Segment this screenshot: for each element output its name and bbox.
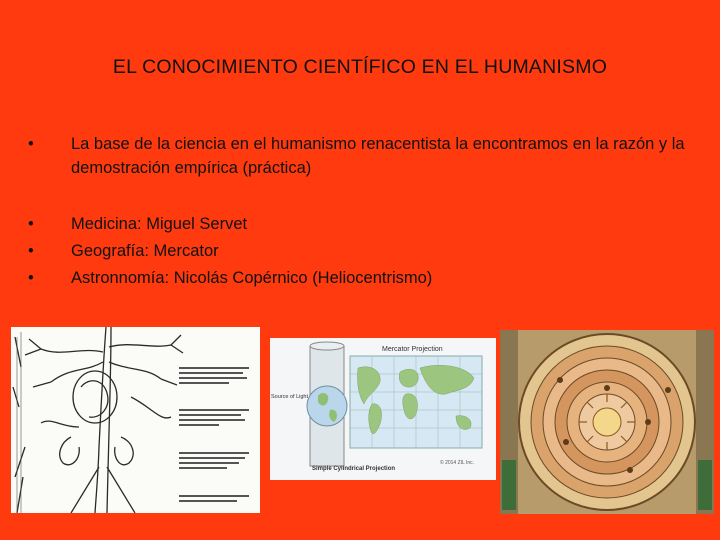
slide-title: EL CONOCIMIENTO CIENTÍFICO EN EL HUMANISMO (112, 56, 608, 78)
bullet-text: Astronnomía: Nicolás Copérnico (Heliocentrismo) (71, 269, 433, 287)
bullet-item (28, 266, 720, 290)
bullet-marker: • (28, 242, 34, 260)
copyright-text: © 2014 ZIL Inc. (440, 460, 475, 466)
bullet-text: Medicina: Miguel Servet (71, 215, 248, 233)
bullet-text: Geografía: Mercator (71, 242, 219, 260)
bullet-text: La base de la ciencia en el humanismo renacentista la encontramos en la razón y la demostración empírica (práctica) (71, 135, 685, 177)
bullet-item (28, 212, 720, 236)
bullet-marker: • (28, 269, 34, 287)
bullet-marker: • (28, 135, 34, 153)
cylindrical-label: Simple Cylindrical Projection (312, 466, 396, 472)
bullet-marker: • (28, 215, 34, 233)
map-projection-image (270, 338, 496, 480)
light-source-label: Source of Light (271, 394, 308, 400)
bullet-item (28, 239, 720, 263)
mercator-label: Mercator Projection (382, 346, 443, 353)
anatomy-engraving-image (11, 327, 260, 513)
bullet-item (28, 132, 720, 180)
heliocentric-engraving-image (500, 330, 714, 514)
